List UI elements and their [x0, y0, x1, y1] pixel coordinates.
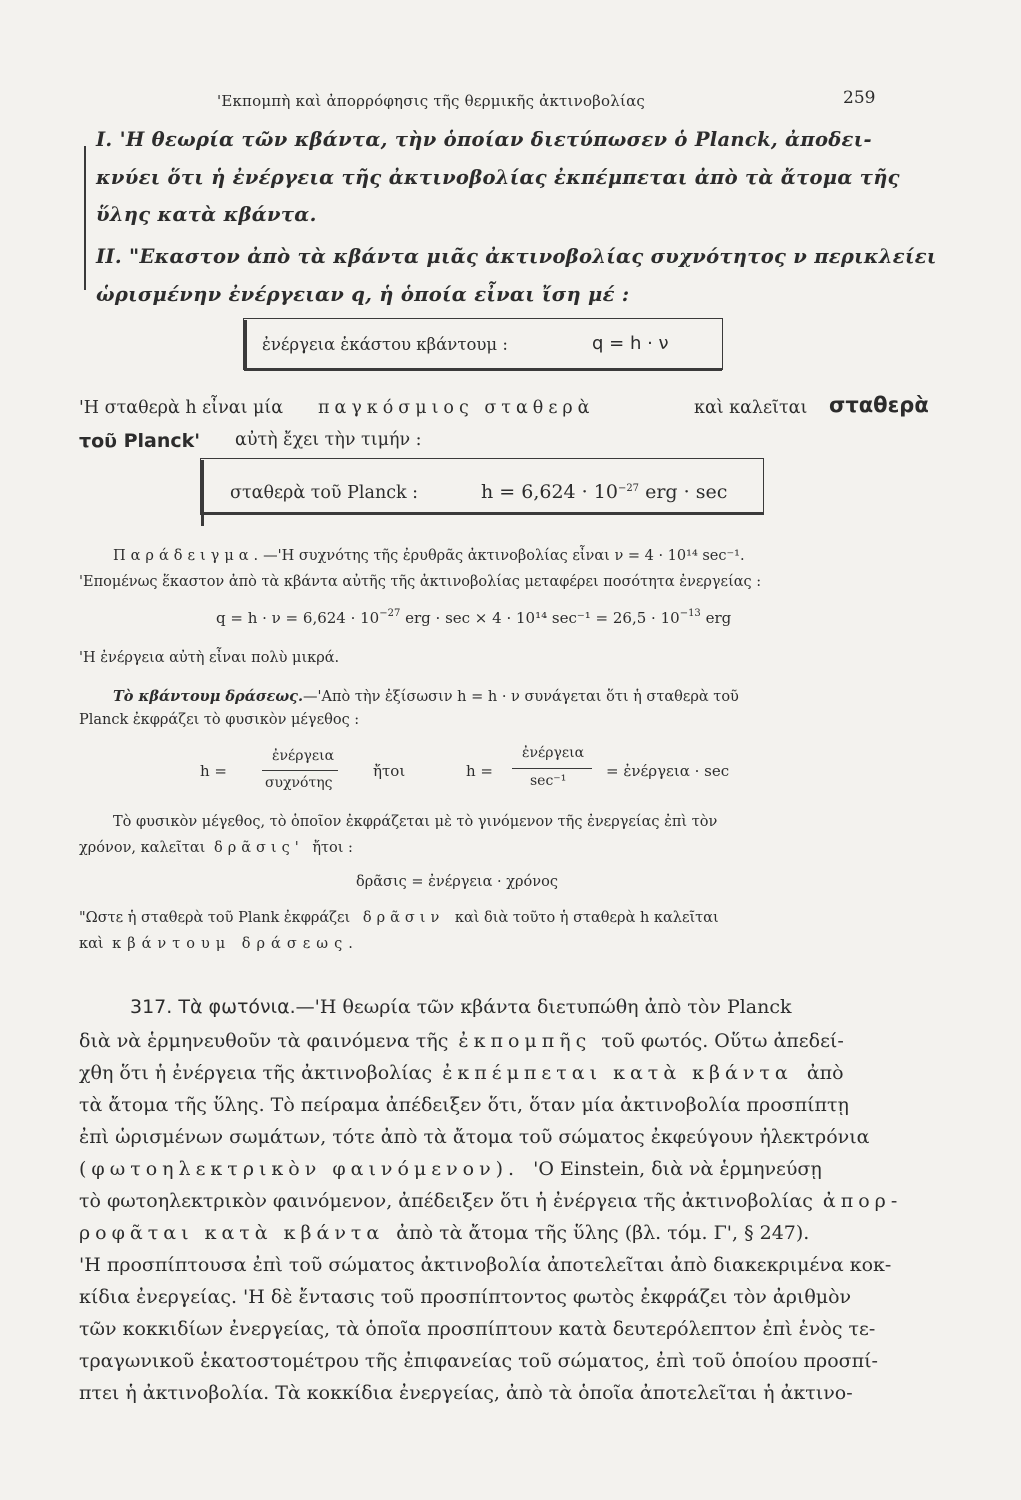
action-line-1-rest: —'Απὸ τὴν ἐξίσωσιν h = h · ν συνάγεται ὅτι ἡ σταθερὰ τοῦ — [303, 689, 739, 705]
law-1-line-1: I. 'Η θεωρία τῶν κβάντα, τὴν ὁποίαν διετύπωσεν ὁ Planck, ἀποδει- — [96, 128, 872, 151]
eq-exp-2: −13 — [679, 608, 701, 619]
section-317-line-2 — [79, 1030, 844, 1052]
action-line-6 — [79, 936, 359, 952]
law-2-line-1: II. "Εκαστον ἀπὸ τὰ κβάντα μιᾶς ἀκτινοβολίας συχνότητος ν περικλείει — [96, 245, 937, 268]
s317-l8b: ἀπὸ τὰ ἄτομα τῆς ὕλης (βλ. τόμ. Γ', § 247). — [396, 1222, 810, 1244]
action-line-1 — [113, 688, 739, 705]
action-line-5 — [79, 910, 719, 926]
section-317-line-8 — [79, 1222, 809, 1244]
action-line-2: Planck ἐκφράζει τὸ φυσικὸν μέγεθος : — [79, 712, 360, 728]
eq-part-b: erg · sec × 4 · 10¹⁴ sec⁻¹ = 26,5 · 10 — [400, 609, 680, 627]
eq-part-a: q = h · ν = 6,624 · 10 — [216, 609, 380, 627]
fraction-1-bar — [262, 770, 338, 771]
section-number: 317. — [130, 996, 173, 1018]
fraction-2-lhs: h = — [466, 762, 493, 780]
s317-l3a: χθη ὅτι ἡ ἐνέργεια τῆς ἀκτινοβολίας — [79, 1062, 433, 1084]
section-317-line-4: τὰ ἄτομα τῆς ὕλης. Τὸ πείραμα ἀπέδειξεν ὅτι, ὅταν μία ἀκτινοβολία προσπίπτῃ — [79, 1094, 849, 1116]
action-line-4a: χρόνον, καλεῖται — [79, 840, 206, 856]
action-line-5c: καὶ διὰ τοῦτο ἡ σταθερὰ h καλεῖται — [454, 910, 719, 926]
action-equation: δρᾶσις = ἐνέργεια · χρόνος — [356, 874, 558, 890]
section-317-line-7 — [79, 1190, 902, 1212]
s317-l7a: τὸ φωτοηλεκτρικὸν φαινόμενον, ἀπέδειξεν ὅτι ἡ ἐνέργεια τῆς ἀκτινοβολίας — [79, 1190, 813, 1212]
fraction-1-lhs: h = — [200, 762, 227, 780]
s317-l7b: ἀπορ- — [822, 1190, 903, 1212]
box2-exponent: −27 — [617, 483, 640, 494]
section-317-line-9: 'Η προσπίπτουσα ἐπὶ τοῦ σώματος ἀκτινοβολία ἀποτελεῖται ἀπὸ διακεκριμένα κοκ- — [79, 1254, 892, 1276]
box2-shadow-bottom — [201, 512, 763, 515]
section-317-line-13: πτει ἡ ἀκτινοβολία. Τὰ κοκκίδια ἐνεργείας, ἀπὸ τὰ ὁποῖα ἀποτελεῖται ἡ ἀκτινο- — [79, 1382, 853, 1404]
example-line-1-rest: —'Η συχνότης τῆς ἐρυθρᾶς ἀκτινοβολίας εἶναι ν = 4 · 10¹⁴ sec⁻¹. — [263, 548, 745, 564]
example-line-1 — [113, 548, 745, 564]
action-line-5a: "Ωστε ἡ σταθερὰ τοῦ Plank ἐκφράζει — [79, 910, 351, 926]
example-label: Παράδειγμα. — [113, 548, 264, 564]
planck-line-1c: καὶ καλεῖται — [694, 398, 808, 418]
section-317-line-11: τῶν κοκκιδίων ἐνεργείας, τὰ ὁποῖα προσπίπτουν κατὰ δευτερόλεπτον ἐπὶ ἑνὸς τε- — [79, 1318, 876, 1340]
law-1-line-2: κνύει ὅτι ἡ ἐνέργεια τῆς ἀκτινοβολίας ἐκπέμπεται ἀπὸ τὰ ἄτομα τῆς — [96, 166, 900, 189]
section-317-line-10: κίδια ἐνεργείας. 'Η δὲ ἔντασις τοῦ προσπίπτοντος φωτὸς ἐκφράζει τὸν ἀριθμὸν — [79, 1286, 852, 1308]
action-line-4c: ἤτοι : — [312, 840, 353, 856]
running-header: 'Εκπομπὴ καὶ ἀπορρόφησις τῆς θερμικῆς ἀκτινοβολίας — [217, 92, 646, 110]
s317-l6b: 'Ο Einstein, διὰ νὰ ἑρμηνεύσῃ — [533, 1158, 822, 1180]
box2-shadow-left — [201, 460, 204, 526]
box-shadow-left — [244, 320, 247, 370]
example-line-2: 'Επομένως ἕκαστον ἀπὸ τὰ κβάντα αὐτῆς τῆς ἀκτινοβολίας μεταφέρει ποσότητα ἐνεργείας : — [79, 574, 762, 590]
action-title: Τὸ κβάντουμ δράσεως. — [113, 688, 304, 705]
action-line-6a: καὶ — [79, 936, 104, 952]
s317-l3b: ἐκπέμπεται κατὰ κβάντα — [442, 1062, 793, 1084]
section-title: Τὰ φωτόνια. — [178, 996, 296, 1018]
eq-exp-1: −27 — [379, 608, 401, 619]
fraction-2-denominator: sec⁻¹ — [530, 773, 567, 789]
s317-l2a: διὰ νὰ ἑρμηνευθοῦν τὰ φαινόμενα τῆς — [79, 1030, 449, 1052]
planck-line-2b: αὐτὴ ἔχει τὴν τιμήν : — [235, 430, 422, 450]
section-317-line-1-rest: —'Η θεωρία τῶν κβάντα διετυπώθη ἀπὸ τὸν Planck — [295, 996, 792, 1018]
law-1-line-3: ὕλης κατὰ κβάντα. — [96, 203, 317, 226]
box2-unit: erg · sec — [645, 481, 728, 503]
fraction-2-bar — [512, 768, 592, 769]
planck-line-1b: παγκόσμιος σταθερὰ — [318, 398, 595, 418]
fraction-2-rhs: = ἐνέργεια · sec — [606, 762, 730, 780]
eq-part-c: erg — [700, 609, 732, 627]
action-line-5b: δρᾶσιν — [362, 910, 445, 926]
page-number: 259 — [843, 88, 876, 108]
action-line-6b: κβάντουμ δράσεως. — [112, 936, 359, 952]
box1-label: ἐνέργεια ἑκάστου κβάντουμ : — [262, 335, 508, 354]
law-2-line-2: ὡρισμένην ἐνέργειαν q, ἡ ὁποία εἶναι ἴση μέ : — [96, 283, 630, 306]
box2-formula — [481, 481, 727, 503]
fraction-2-numerator: ἐνέργεια — [522, 745, 585, 761]
s317-l8a: ροφᾶται κατὰ κβάντα — [79, 1222, 385, 1244]
box1-formula: q = h · ν — [592, 333, 669, 354]
fraction-1-numerator: ἐνέργεια — [272, 748, 335, 764]
planck-line-2a: τοῦ Planck' — [79, 430, 201, 452]
fraction-1-denominator: συχνότης — [265, 775, 333, 791]
example-equation — [216, 608, 731, 627]
margin-bar — [84, 146, 86, 290]
box2-formula-main: h = 6,624 · 10 — [481, 481, 618, 503]
s317-l2c: τοῦ φωτός. Οὕτω ἀπεδεί- — [601, 1030, 844, 1052]
action-line-4b: δρᾶσις' — [213, 840, 304, 856]
section-317-line-5: ἐπὶ ὡρισμένων σωμάτων, τότε ἀπὸ τὰ ἄτομα τοῦ σώματος ἐκφεύγουν ἠλεκτρόνια — [79, 1126, 870, 1148]
s317-l2b: ἐκπομπῆς — [458, 1030, 592, 1052]
section-317-line-3 — [79, 1062, 844, 1084]
fraction-connector: ἤτοι — [373, 762, 406, 780]
action-line-3: Τὸ φυσικὸν μέγεθος, τὸ ὁποῖον ἐκφράζεται μὲ τὸ γινόμενον τῆς ἐνεργείας ἐπὶ τὸν — [113, 814, 718, 830]
section-317-line-12: τραγωνικοῦ ἑκατοστομέτρου τῆς ἐπιφανείας τοῦ σώματος, ἐπὶ τοῦ ὁποίου προσπί- — [79, 1350, 878, 1372]
s317-l6a: (φωτοηλεκτρικὸν φαινόμενον). — [79, 1158, 520, 1180]
planck-line-1a: 'Η σταθερὰ h εἶναι μία — [79, 398, 284, 418]
section-317-line-6 — [79, 1158, 822, 1180]
box2-label: σταθερὰ τοῦ Planck : — [230, 483, 419, 503]
box-shadow-bottom — [244, 368, 722, 371]
example-line-4: 'Η ἐνέργεια αὐτὴ εἶναι πολὺ μικρά. — [79, 650, 340, 666]
section-317-line-1 — [130, 996, 792, 1018]
s317-l3c: ἀπὸ — [806, 1062, 844, 1084]
action-line-4 — [79, 840, 353, 856]
planck-line-1d: σταθερὰ — [829, 393, 929, 417]
